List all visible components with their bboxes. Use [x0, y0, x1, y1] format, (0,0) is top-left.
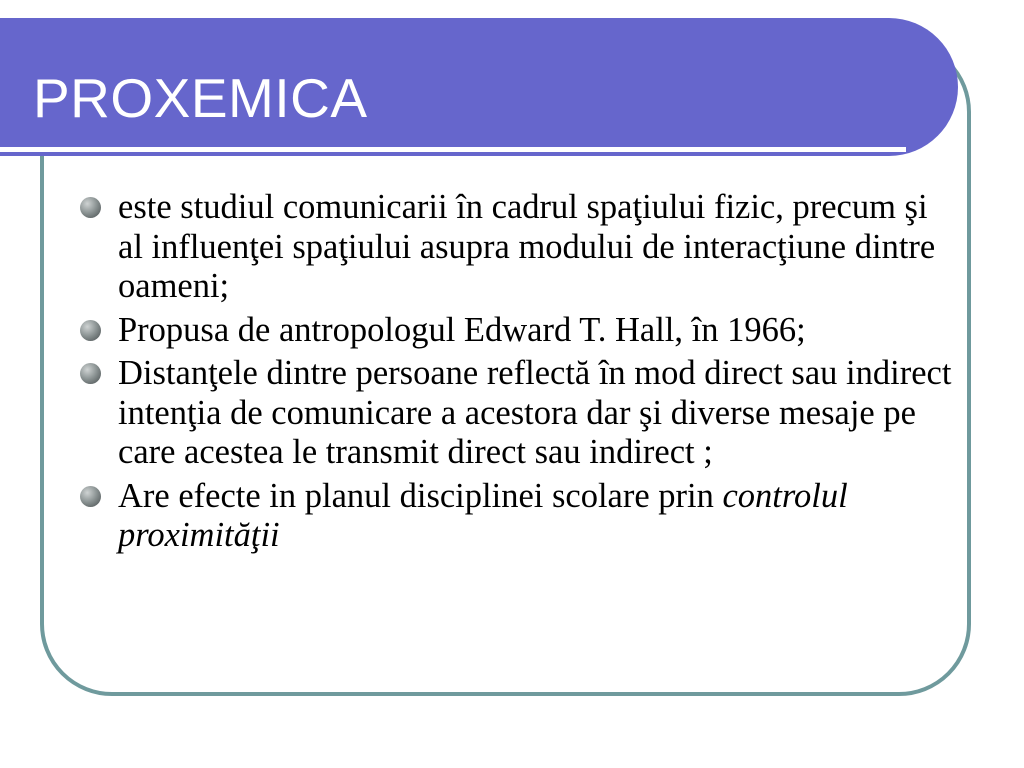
- bullet-text: Are efecte in planul disciplinei scolare prin: [118, 476, 723, 515]
- bullet-text: Distanţele dintre persoane reflectă în mod direct sau indirect intenţia de comunicare a acestora dar şi diverse mesaje pe care acestea le transmit direct sau indirect ;: [118, 354, 952, 471]
- bullet-text: este studiul comunicarii în cadrul spaţiului fizic, precum şi al influenţei spaţiului asupra modului de interacţiune dintre oameni;: [118, 188, 936, 305]
- bullet-item: [77, 311, 957, 351]
- bullet-icon: [80, 363, 101, 384]
- bullet-emphasis: controlul proximităţii: [118, 476, 848, 554]
- bullet-item: [77, 477, 957, 556]
- slide-title: PROXEMICA: [33, 67, 368, 129]
- bullet-item: [77, 354, 957, 473]
- title-bar: [0, 18, 958, 156]
- bullet-text: Propusa de antropologul Edward T. Hall, în 1966;: [118, 310, 806, 349]
- bullet-icon: [80, 486, 101, 507]
- title-underline: [0, 147, 906, 152]
- bullet-item: [77, 188, 957, 307]
- bullet-list: [77, 188, 957, 560]
- bullet-icon: [80, 197, 101, 218]
- bullet-icon: [80, 320, 101, 341]
